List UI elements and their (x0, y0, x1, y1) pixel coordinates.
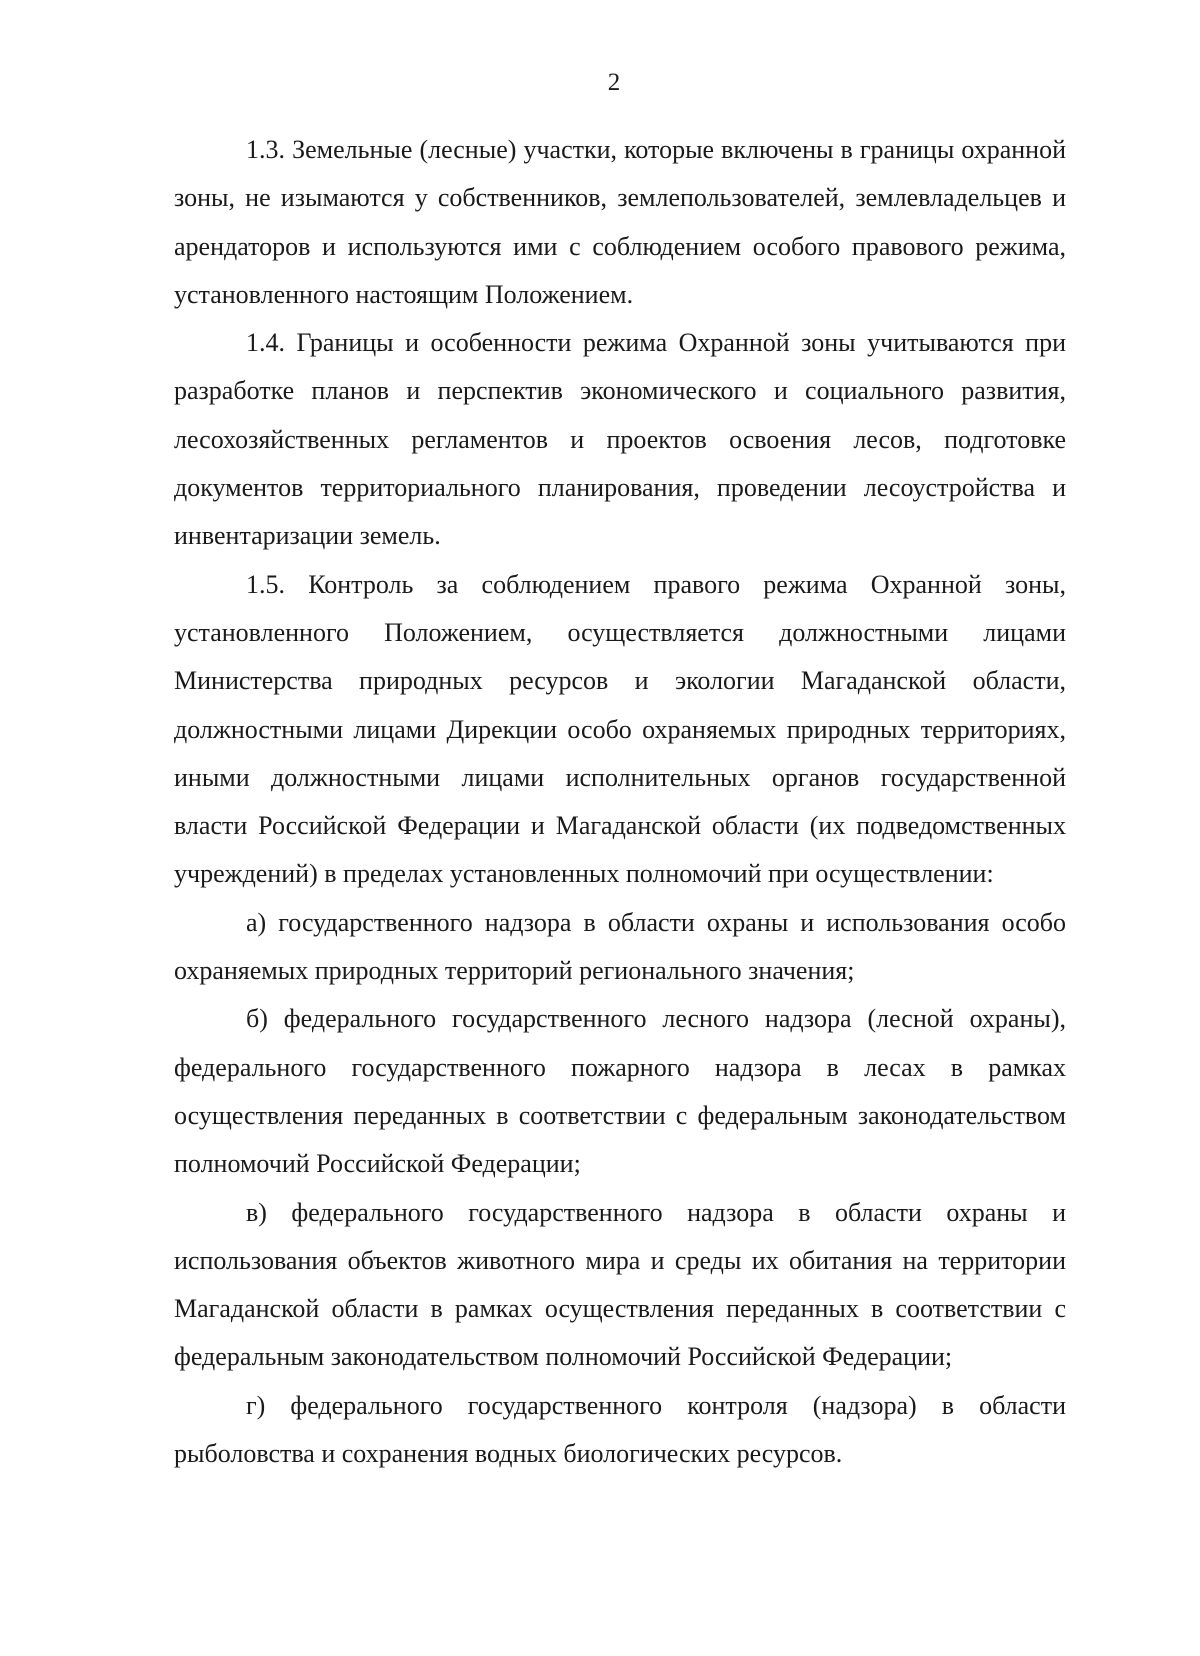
paragraph-1-4: 1.4. Границы и особенности режима Охранной зоны учитываются при разработке планов и перспектив экономического и социального развития, лесохозяйственных регламентов и проектов освоения лесов, подготовке документов территориального планирования, проведении лесоустройства и инвентаризации земель. (174, 328, 1066, 551)
list-item-a: а) государственного надзора в области охраны и использования особо охраняемых природных территорий регионального значения; (174, 907, 1066, 986)
paragraph-1-5: 1.5. Контроль за соблюдением правого режима Охранной зоны, установленного Положением, осуществляется должностными лицами Министерства природных ресурсов и экологии Магаданской области, должностными лицами Дирекции особо охраняемых природных территориях, иными должностными лицами исполнительных органов государственной власти Российской Федерации и Магаданской области (их подведомственных учреждений) в пределах установленных полномочий при осуществлении: (174, 569, 1066, 889)
list-item-b: б) федерального государственного лесного надзора (лесной охраны), федерального государственного пожарного надзора в лесах в рамках осуществления переданных в соответствии с федеральным законодательством полномочий Российской Федерации; (174, 1004, 1066, 1179)
page-number: 2 (607, 69, 621, 96)
list-item-v: в) федерального государственного надзора в области охраны и использования объектов животного мира и среды их обитания на территории Магаданской области в рамках осуществления переданных в соответствии с федеральным законодательством полномочий Российской Федерации; (174, 1197, 1066, 1372)
paragraph-1-3: 1.3. Земельные (лесные) участки, которые включены в границы охранной зоны, не изымаются у собственников, землепользователей, землевладельцев и арендаторов и используются ими с соблюдением особого правового режима, установленного настоящим Положением. (174, 135, 1066, 309)
list-item-g: г) федерального государственного контроля (надзора) в области рыболовства и сохранения водных биологических ресурсов. (174, 1390, 1066, 1469)
document-body (174, 126, 1066, 1478)
